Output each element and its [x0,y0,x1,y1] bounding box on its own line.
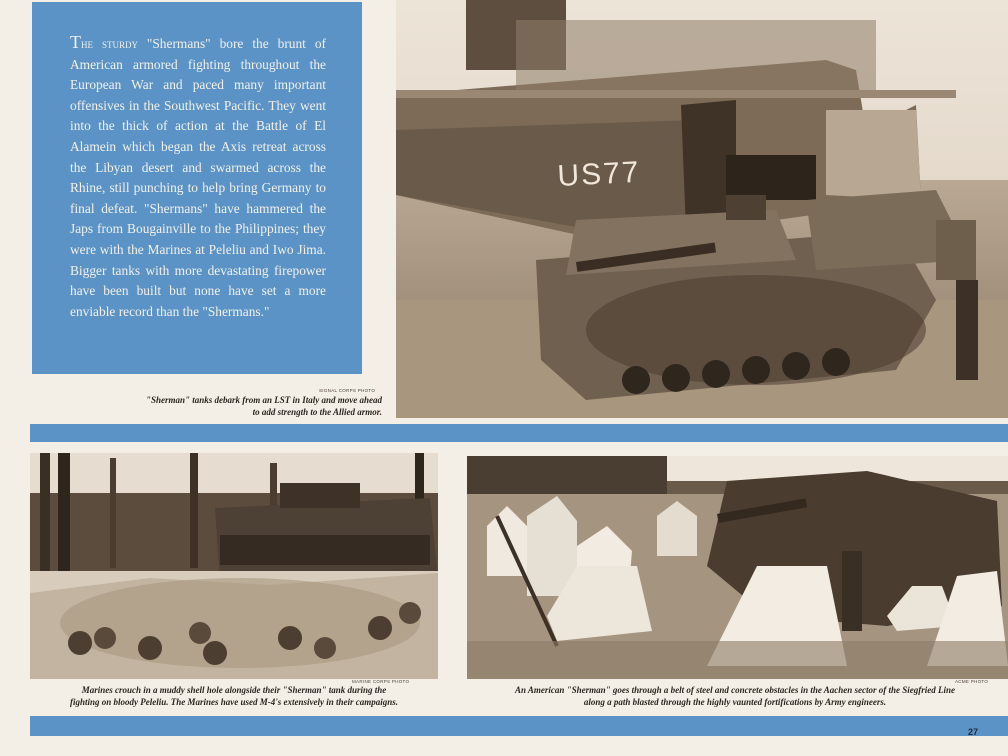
caption-top-line1: "Sherman" tanks debark from an LST in Italy and move ahead [145,395,382,405]
photo-credit-bottom-left: MARINE CORPS PHOTO [352,679,410,684]
photo-credit-top: SIGNAL CORPS PHOTO [319,388,376,393]
caption-bottom-right-line2: along a path blasted through the highly vaunted fortifications by Army engineers. [583,697,887,707]
article-text-panel [32,2,362,374]
article-body [70,32,326,322]
photo-siegfried-obstacles [467,456,1008,679]
photo-peleliu-marines [30,453,438,679]
photo-credit-bottom-right: ACME PHOTO [955,679,989,684]
divider-bar-top [30,424,1008,442]
caption-top-line2: to add strength to the Allied armor. [252,407,382,417]
caption-bottom-right [470,684,1000,708]
hull-marking: US77 [556,155,642,193]
divider-bar-bottom [30,716,1008,736]
caption-bottom-right-line1: An American "Sherman" goes through a belt of steel and concrete obstacles in the Aachen sector of the Siegfried Line [514,685,956,695]
article-paragraph: "Shermans" bore the brunt of American armored fighting throughout the European War and paced many important offensives in the Southwest Pacific. They went into the thick of action at the Battle of El Alamein which began the Axis retreat across the Libyan desert and swarmed across the Rhine, still punching to help bring Germany to final defeat. "Shermans" have hammered the Japs from Bougainville to the Philippines; they were with the Marines at Peleliu and Iwo Jima. Bigger tanks with more devastating firepower have been built but none have set a more enviable record than the "Shermans." [70,36,326,319]
drop-cap: T [70,32,81,52]
caption-bottom-left-line1: Marines crouch in a muddy shell hole alongside their "Sherman" tank during the [81,685,387,695]
photo-lst-sherman-debark [396,0,1008,418]
caption-bottom-left [30,684,438,708]
caption-top [100,394,382,418]
page-number: 27 [967,727,978,737]
caption-bottom-left-line2: fighting on bloody Peleliu. The Marines have used M-4's extensively in their campaigns. [69,697,398,707]
lead-in: he sturdy [81,36,138,51]
